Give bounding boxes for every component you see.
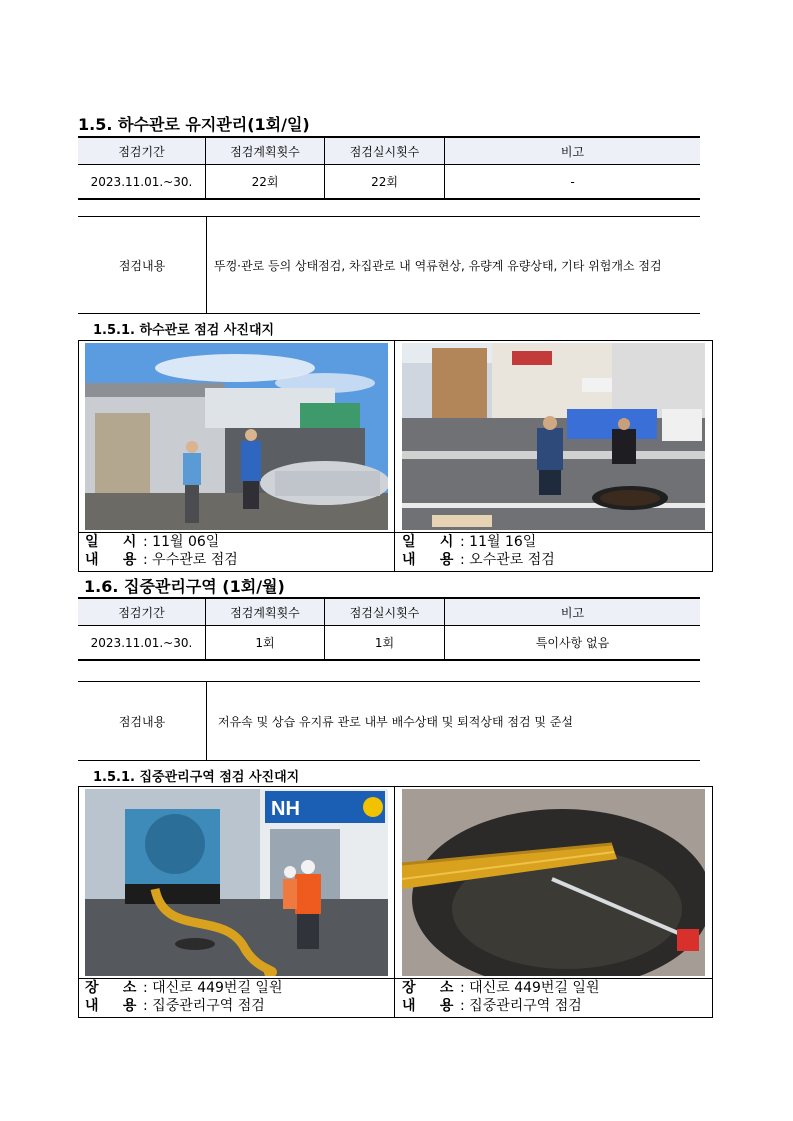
section-1-5-title: 1.5. 하수관로 유지관리(1회/일): [78, 115, 310, 134]
header-done: 점검실시횟수: [325, 598, 445, 626]
content-text: 뚜껑·관로 등의 상태점검, 차집관로 내 역류현상, 유량계 유량상태, 기타 위험개소 점검: [214, 258, 662, 273]
header-note: 비고: [445, 598, 701, 626]
cell-done: 1회: [325, 626, 445, 661]
header-planned: 점검계획횟수: [206, 137, 325, 165]
photo-title-1-5-1: 1.5.1. 하수관로 점검 사진대지: [93, 323, 275, 338]
caption-1-5-photo1-line1: 일 시 : 11월 06일: [85, 534, 220, 550]
schedule-table-1-6: [78, 597, 700, 661]
cell-note: -: [445, 165, 701, 200]
caption-value: 집중관리구역 점검: [152, 998, 265, 1014]
caption-value: 대신로 449번길 일원: [469, 980, 600, 996]
header-planned: 점검계획횟수: [206, 598, 325, 626]
cell-period: 2023.11.01.~30.: [78, 626, 206, 661]
caption-1-5-photo2-line1: 일 시 : 11월 16일: [402, 534, 537, 550]
photo-board-1-5: [78, 340, 713, 572]
photo-storm-drain-inspection: [85, 343, 388, 530]
photo-priority-zone-truck: [85, 789, 388, 976]
caption-value: 11월 16일: [469, 534, 537, 550]
header-done: 점검실시횟수: [325, 137, 445, 165]
header-period: 점검기간: [78, 137, 206, 165]
caption-1-6-photo2-line2: 내 용 : 집중관리구역 점검: [402, 998, 582, 1014]
caption-1-6-photo1-line1: 장 소 : 대신로 449번길 일원: [85, 980, 283, 996]
schedule-table-1-5: [78, 136, 700, 200]
caption-value: 우수관로 점검: [152, 552, 238, 568]
content-label: 점검내용: [78, 682, 207, 760]
photo-sewer-inspection: [402, 343, 705, 530]
photo-title-1-5-1-b: 1.5.1. 집중관리구역 점검 사진대지: [93, 770, 300, 785]
cell-done: 22회: [325, 165, 445, 200]
caption-value: 집중관리구역 점검: [469, 998, 582, 1014]
section-1-6-title: 1.6. 집중관리구역 (1회/월): [84, 577, 285, 596]
nh-sign-text: NH: [271, 798, 300, 820]
cell-planned: 22회: [206, 165, 325, 200]
inspection-content-1-6: [78, 681, 700, 761]
caption-value: 대신로 449번길 일원: [152, 980, 283, 996]
inspection-content-1-5: [78, 216, 700, 314]
caption-value: 오수관로 점검: [469, 552, 555, 568]
header-period: 점검기간: [78, 598, 206, 626]
caption-1-5-photo1-line2: 내 용 : 우수관로 점검: [85, 552, 238, 568]
cell-note: 특이사항 없음: [445, 626, 701, 661]
caption-1-6-photo2-line1: 장 소 : 대신로 449번길 일원: [402, 980, 600, 996]
content-label: 점검내용: [78, 217, 207, 313]
content-text: 저유속 및 상습 유지류 관로 내부 배수상태 및 퇴적상태 점검 및 준설: [218, 714, 573, 729]
photo-board-1-6: [78, 786, 713, 1018]
caption-1-5-photo2-line2: 내 용 : 오수관로 점검: [402, 552, 555, 568]
caption-1-6-photo1-line2: 내 용 : 집중관리구역 점검: [85, 998, 265, 1014]
photo-priority-zone-manhole: [402, 789, 705, 976]
cell-period: 2023.11.01.~30.: [78, 165, 206, 200]
caption-value: 11월 06일: [152, 534, 220, 550]
cell-planned: 1회: [206, 626, 325, 661]
header-note: 비고: [445, 137, 701, 165]
